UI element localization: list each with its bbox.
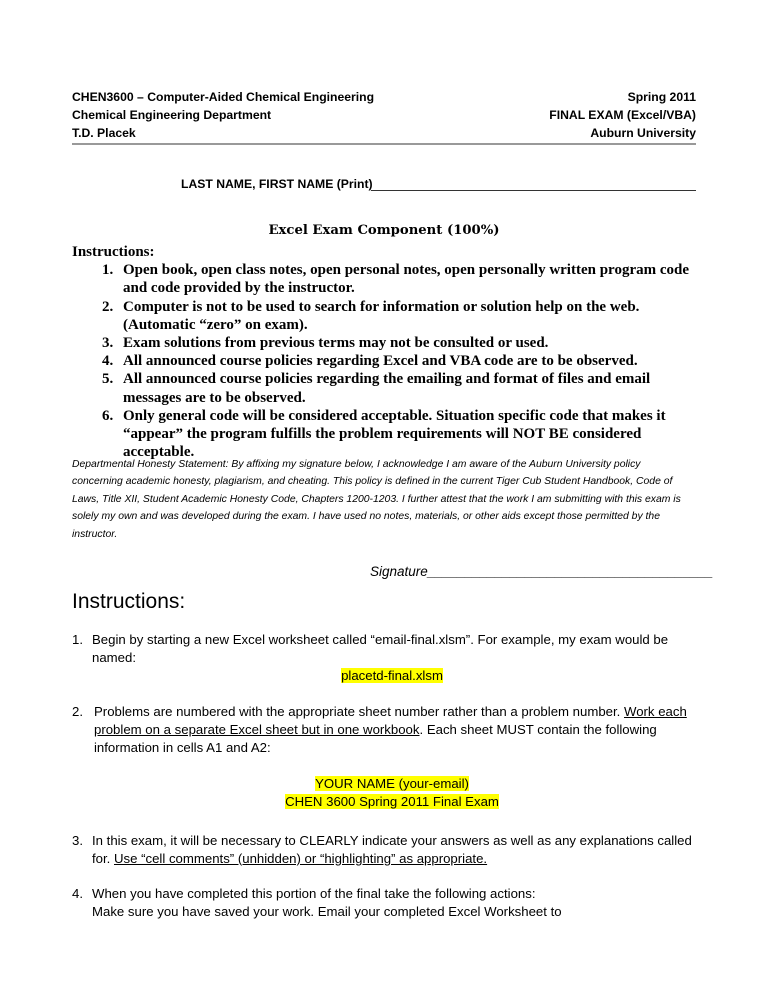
name-label: LAST NAME, FIRST NAME (Print) — [181, 177, 373, 191]
item-text: . Each sheet MUST contain the following information in cells A1 and A2: — [94, 721, 657, 756]
instruction-item-2 — [72, 703, 692, 812]
instruction-item-3 — [72, 832, 692, 868]
exam-title: FINAL EXAM (Excel/VBA) — [549, 108, 696, 122]
instruction-item-4 — [72, 885, 692, 921]
honesty-statement: Departmental Honesty Statement: By affixing my signature below, I acknowledge I am aware of the Auburn University policy concerning academic honesty, plagiarism, and cheating. This policy is defined in the current Tiger Cub Student Handbook, Code of Laws, Title XII, Student Academic Honesty Code, Chapters 1200-1203. I further attest that the work I am submitting with this exam is solely my own and was developed during the exam. I have used no notes, materials, or other aids except those permitted by the instructor. — [72, 459, 681, 540]
rule-item: 6. Only general code will be considered acceptable. Situation specific code that makes it “appear” the program fulfills the problem requirements will NOT BE considered acceptable. — [117, 407, 696, 462]
term: Spring 2011 — [627, 90, 696, 104]
header-divider — [72, 143, 696, 145]
exam-rules — [72, 243, 696, 461]
department: Chemical Engineering Department — [72, 108, 272, 122]
item-text: When you have completed this portion of the final take the following actions: — [92, 886, 536, 902]
rule-item: 3. Exam solutions from previous terms may not be consulted or used. — [117, 334, 696, 352]
cell-a1-text: YOUR NAME (your-email) — [315, 776, 469, 792]
cell-a2-text: CHEN 3600 Spring 2011 Final Exam — [285, 794, 499, 810]
course-title: CHEN3600 – Computer-Aided Chemical Engineering — [72, 90, 375, 104]
item-number: 3. — [72, 832, 83, 848]
item-text: Problems are numbered with the appropriate sheet number rather than a problem number. — [94, 703, 624, 719]
signature-line: Signature______________________________________ — [370, 564, 714, 579]
rules-heading: Instructions: — [72, 244, 155, 260]
item-underlined-text: Work each problem on a separate Excel sheet but in one workbook — [94, 703, 687, 737]
item-number: 2. — [72, 703, 83, 719]
example-filename: placetd-final.xlsm — [341, 668, 443, 684]
instruction-item-1 — [72, 631, 692, 686]
instructor: T.D. Placek — [72, 126, 136, 140]
instructions-heading: Instructions: — [72, 590, 186, 613]
name-blank-line — [371, 190, 696, 191]
rule-item: 2. Computer is not to be used to search for information or solution help on the web. (Automatic “zero” on exam). — [117, 298, 696, 334]
item-underlined-text: Use “cell comments” (unhidden) or “highlighting” as appropriate. — [114, 850, 488, 866]
item-number: 1. — [72, 632, 83, 647]
rule-item: 4. All announced course policies regarding Excel and VBA code are to be observed. — [117, 352, 696, 370]
rule-item: 1. Open book, open class notes, open personal notes, open personally written program code and code provided by the instructor. — [117, 261, 696, 297]
instructions-list — [72, 631, 692, 938]
component-title: Excel Exam Component (100%) — [268, 223, 500, 238]
university: Auburn University — [590, 126, 696, 140]
rule-item: 5. All announced course policies regarding the emailing and format of files and email messages are to be observed. — [117, 370, 696, 406]
item-text: Make sure you have saved your work. Email your completed Excel Worksheet to — [92, 904, 562, 920]
item-number: 4. — [72, 886, 83, 902]
item-text: Begin by starting a new Excel worksheet called “email-final.xlsm”. For example, my exam would be named: — [92, 632, 669, 666]
item-text: In this exam, it will be necessary to CLEARLY indicate your answers as well as any explanations called for. — [92, 832, 692, 866]
